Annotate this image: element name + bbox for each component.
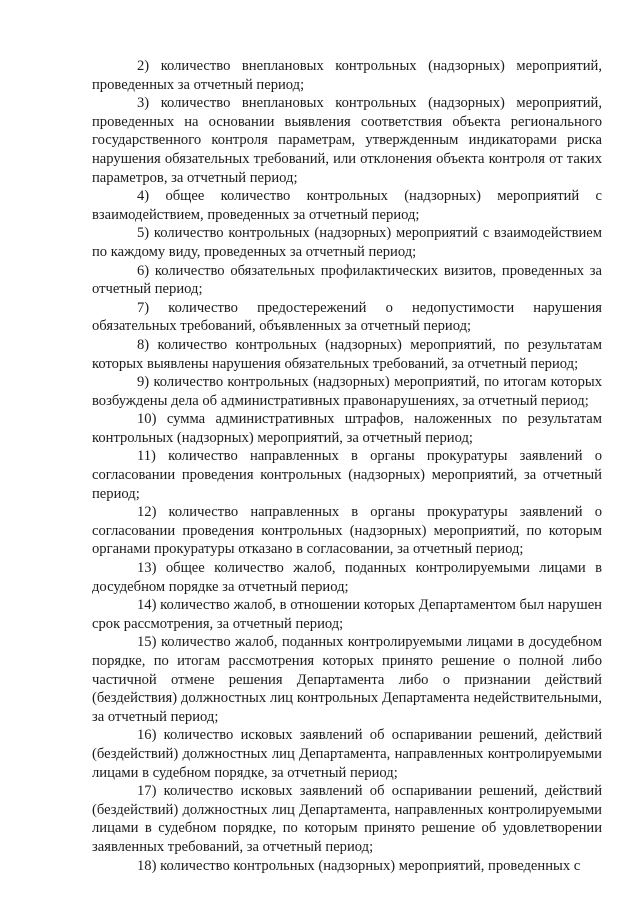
list-item-16: 16) количество исковых заявлений об оспаривании решений, действий (бездействий) должностных лиц Департамента, направленных контролируемыми лицами в судебном порядке, за отчетный период; <box>92 727 602 781</box>
list-item-3: 3) количество внеплановых контрольных (надзорных) мероприятий, проведенных на основании выявления соответствия объекта регионального государственного контроля параметрам, утвержденным индикаторами риска нарушения обязательных требований, или отклонения объекта контроля от таких параметров, за отчетный период; <box>92 95 602 186</box>
document-page <box>92 57 602 875</box>
list-item-13: 13) общее количество жалоб, поданных контролируемыми лицами в досудебном порядке за отчетный период; <box>92 560 602 595</box>
list-item-14: 14) количество жалоб, в отношении которых Департаментом был нарушен срок рассмотрения, за отчетный период; <box>92 597 602 632</box>
list-item-4: 4) общее количество контрольных (надзорных) мероприятий с взаимодействием, проведенных за отчетный период; <box>92 188 602 223</box>
list-item-6: 6) количество обязательных профилактических визитов, проведенных за отчетный период; <box>92 262 602 298</box>
list-item-11: 11) количество направленных в органы прокуратуры заявлений о согласовании проведения контрольных (надзорных) мероприятий, за отчетный период; <box>92 448 602 502</box>
list-item-10: 10) сумма административных штрафов, наложенных по результатам контрольных (надзорных) мероприятий, за отчетный период; <box>92 411 602 446</box>
list-item-2: 2) количество внеплановых контрольных (надзорных) мероприятий, проведенных за отчетный период; <box>92 58 602 93</box>
list-item-18: 18) количество контрольных (надзорных) мероприятий, проведенных с <box>137 857 581 874</box>
list-item-12: 12) количество направленных в органы прокуратуры заявлений о согласовании проведения контрольных (надзорных) мероприятий, по которым органами прокуратуры отказано в согласовании, за отчетный период; <box>92 504 602 558</box>
list-item-15: 15) количество жалоб, поданных контролируемыми лицами в досудебном порядке, по итогам рассмотрения которых принято решение о полной либо частичной отмене решения Департамента либо о признании действий (бездействия) должностных лиц контрольных Департамента недействительными, за отчетный период; <box>92 634 602 725</box>
list-item-9: 9) количество контрольных (надзорных) мероприятий, по итогам которых возбуждены дела об административных правонарушениях, за отчетный период; <box>92 374 602 409</box>
list-item-17: 17) количество исковых заявлений об оспаривании решений, действий (бездействий) должностных лиц Департамента, направленных контролируемыми лицами в судебном порядке, по которым принято решение об удовлетворении заявленных требований, за отчетный период; <box>92 783 602 855</box>
list-item-5: 5) количество контрольных (надзорных) мероприятий с взаимодействием по каждому виду, проведенных за отчетный период; <box>92 225 602 260</box>
list-item-8: 8) количество контрольных (надзорных) мероприятий, по результатам которых выявлены нарушения обязательных требований, за отчетный период; <box>92 336 602 372</box>
list-item-7: 7) количество предостережений о недопустимости нарушения обязательных требований, объявленных за отчетный период; <box>92 299 602 335</box>
